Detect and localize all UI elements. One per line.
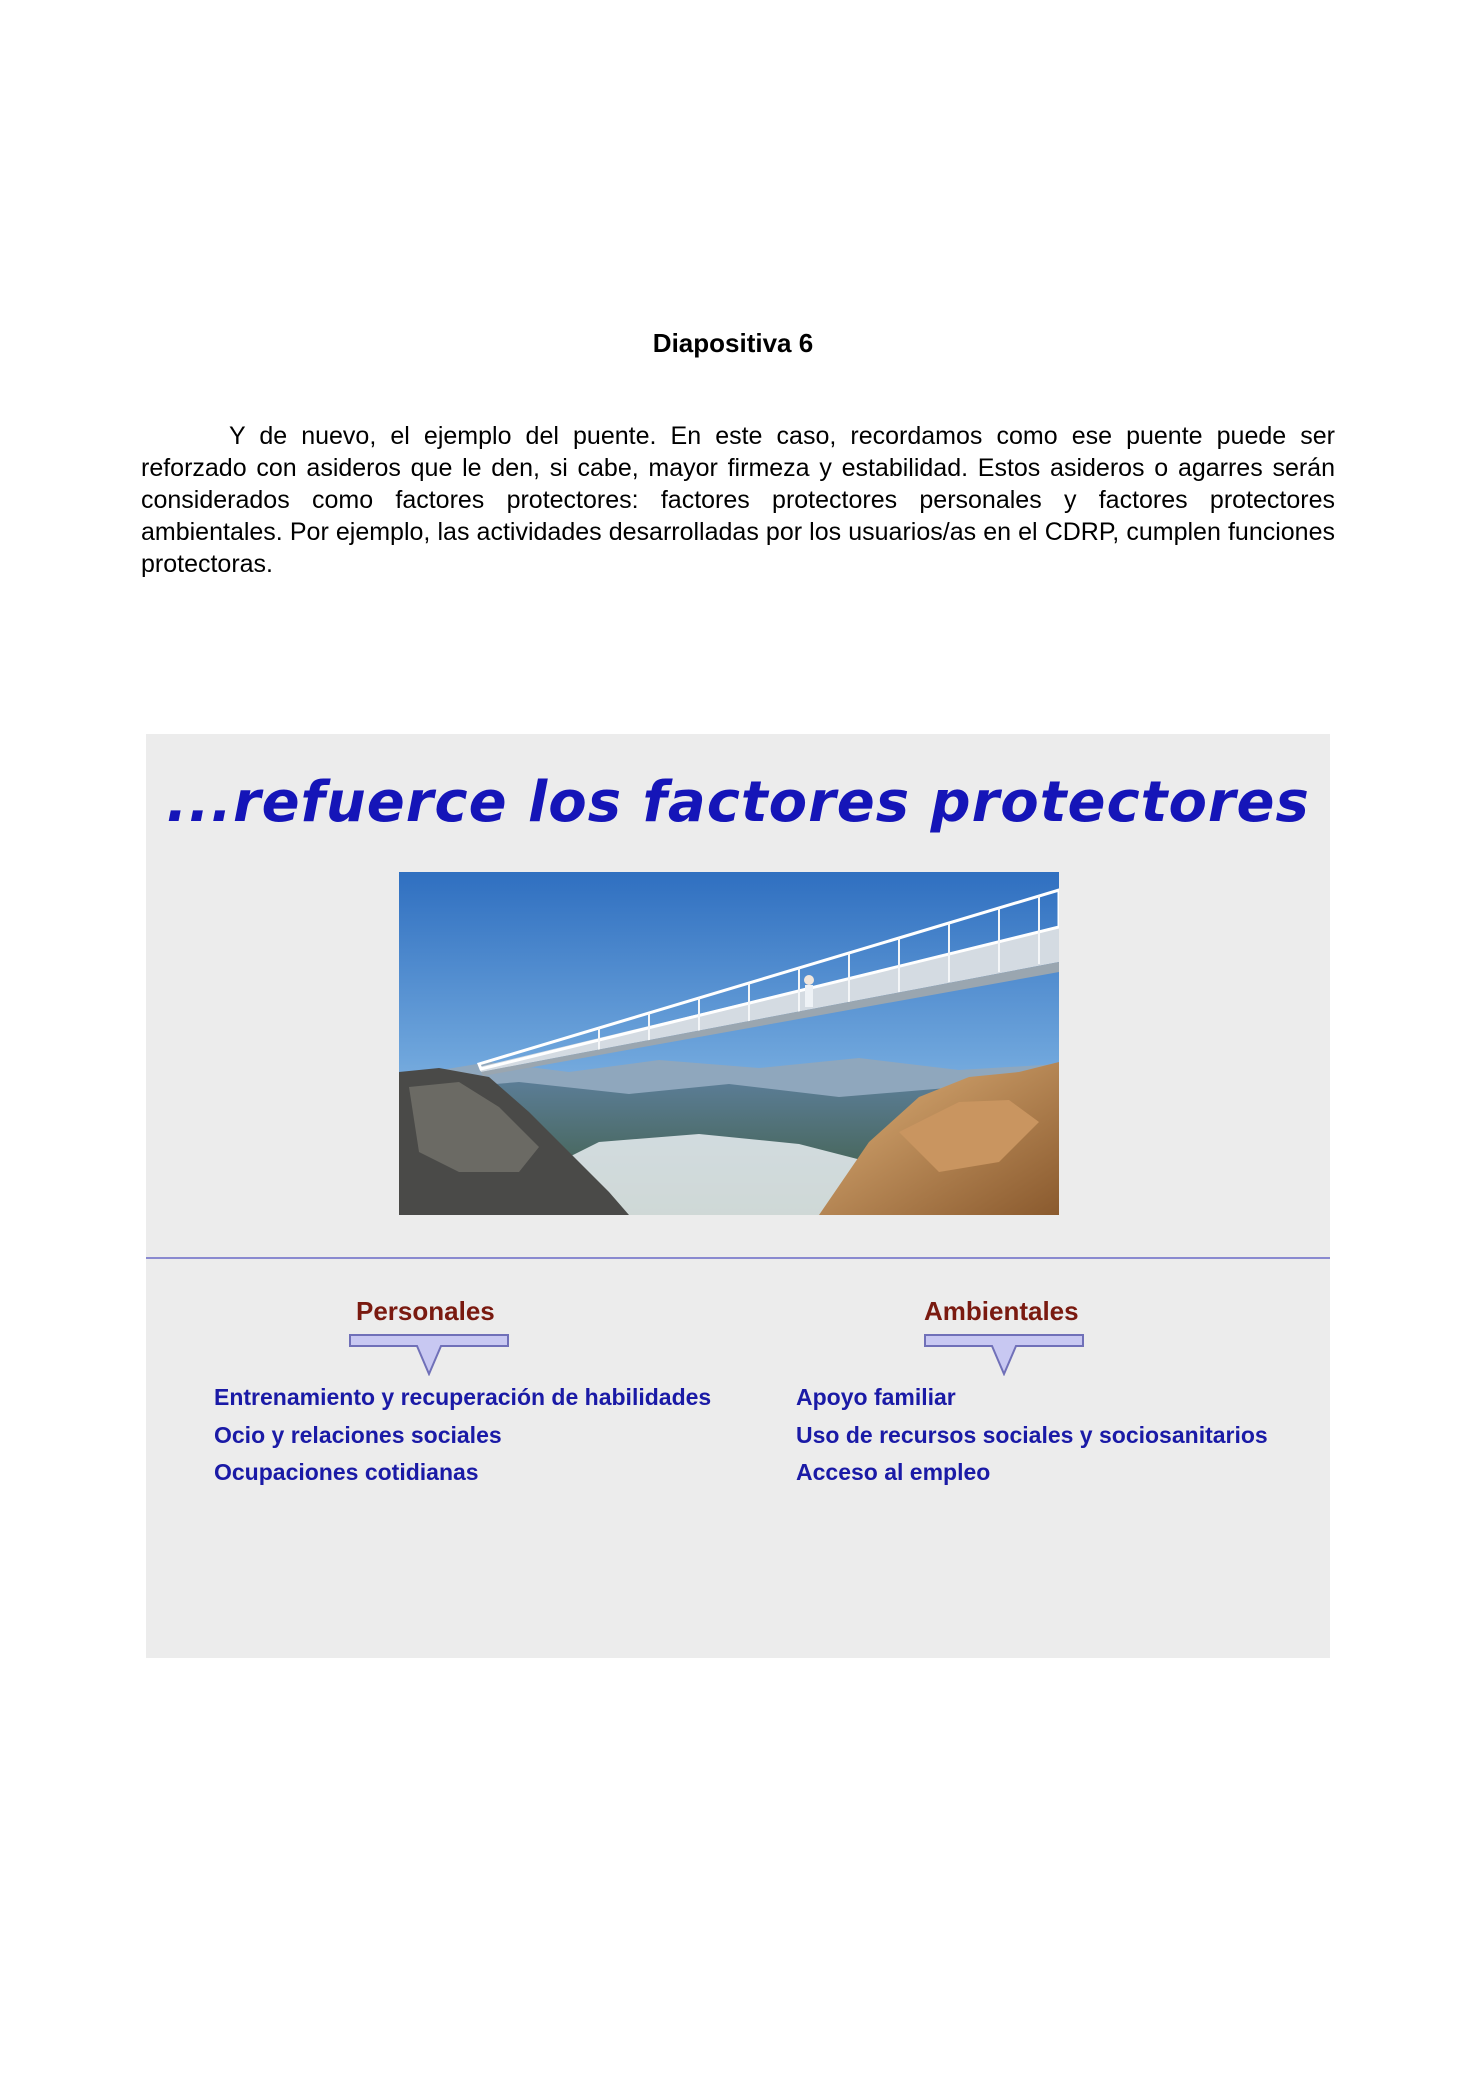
- column-heading: Personales: [356, 1296, 495, 1326]
- personales-list: [214, 1379, 711, 1492]
- slide-image: [146, 734, 1330, 1658]
- slide-title: ...refuerce los factores protectores: [166, 770, 1310, 835]
- down-arrow-icon: [924, 1334, 1084, 1376]
- list-item: Entrenamiento y recuperación de habilidades: [214, 1384, 712, 1410]
- list-item: Apoyo familiar: [796, 1384, 956, 1410]
- column-heading: Ambientales: [924, 1296, 1079, 1326]
- down-arrow-icon: [349, 1334, 509, 1376]
- document-title: Diapositiva 6: [652, 328, 814, 358]
- list-item: Uso de recursos sociales y sociosanitarios: [796, 1421, 1268, 1448]
- list-item: Ocupaciones cotidianas: [214, 1459, 479, 1485]
- ambientales-list: [796, 1379, 1268, 1492]
- list-item: Ocio y relaciones sociales: [214, 1421, 502, 1448]
- bridge-photo: [399, 872, 1059, 1215]
- body-paragraph: Y de nuevo, el ejemplo del puente. En este caso, recordamos como ese puente puede ser reforzado con asideros que le den, si cabe, mayor firmeza y estabilidad. Estos asideros o agarres serán considerados como factores protectores: factores protectores personales y factores protectores ambientales. Por ejemplo, las actividades desarrolladas por los usuarios/as en el CDRP, cumplen funciones protectoras.: [141, 422, 1335, 578]
- list-item: Acceso al empleo: [796, 1459, 991, 1485]
- divider-line: [146, 1257, 1330, 1259]
